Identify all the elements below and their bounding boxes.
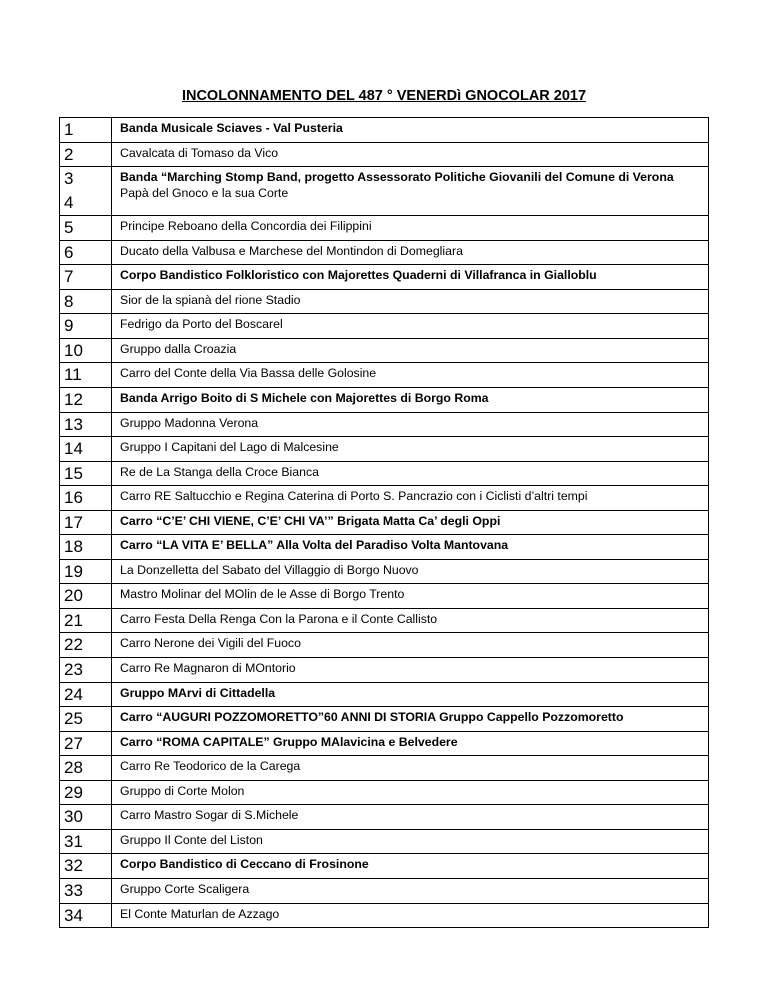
row-number-cell bbox=[60, 535, 112, 560]
table-row bbox=[60, 682, 709, 707]
table-row bbox=[60, 854, 709, 879]
row-number: 29 bbox=[64, 782, 83, 802]
entry-name: Carro “C’E’ CHI VIENE, C’E’ CHI VA’” Brigata Matta Ca’ degli Oppi bbox=[120, 513, 501, 528]
entry-name: Gruppo dalla Croazia bbox=[120, 341, 237, 356]
row-number: 30 bbox=[64, 807, 83, 827]
entry-name: Cavalcata di Tomaso da Vico bbox=[120, 145, 279, 160]
entry-name: Carro “AUGURI POZZOMORETTO”60 ANNI DI STORIA Gruppo Cappello Pozzomoretto bbox=[120, 710, 624, 725]
entry-name: Carro “ROMA CAPITALE” Gruppo MAlavicina e Belvedere bbox=[120, 734, 458, 749]
row-number: 33 bbox=[64, 880, 83, 900]
row-name-cell bbox=[112, 167, 709, 216]
row-name-cell bbox=[112, 412, 709, 437]
row-number-cell bbox=[60, 240, 112, 265]
table-row bbox=[60, 486, 709, 511]
row-number: 4 bbox=[64, 192, 74, 212]
entry-name: Corpo Bandistico di Ceccano di Frosinone bbox=[120, 857, 369, 872]
entry-name: Banda Arrigo Boito di S Michele con Majorettes di Borgo Roma bbox=[120, 391, 489, 406]
entry-name: El Conte Maturlan de Azzago bbox=[120, 906, 280, 921]
table-row bbox=[60, 412, 709, 437]
table-row bbox=[60, 559, 709, 584]
page-title: INCOLONNAMENTO DEL 487 ° VENERDì GNOCOLAR 2017 bbox=[181, 88, 587, 104]
table-row bbox=[60, 707, 709, 732]
row-number: 2 bbox=[64, 144, 74, 164]
table-row bbox=[60, 216, 709, 241]
row-number-cell bbox=[60, 314, 112, 339]
row-number-cell bbox=[60, 878, 112, 903]
entry-name: Sior de la spianà del rione Stadio bbox=[120, 292, 301, 307]
row-number: 32 bbox=[64, 856, 83, 876]
row-number-cell bbox=[60, 338, 112, 363]
row-number-cell bbox=[60, 461, 112, 486]
row-number: 24 bbox=[64, 684, 83, 704]
entry-name: Banda Musicale Sciaves - Val Pusteria bbox=[120, 121, 343, 135]
table-row bbox=[60, 658, 709, 683]
table-row bbox=[60, 903, 709, 928]
row-number: 34 bbox=[64, 905, 83, 925]
row-number: 27 bbox=[64, 733, 83, 753]
row-number-cell bbox=[60, 829, 112, 854]
row-number-cell bbox=[60, 608, 112, 633]
row-number-cell bbox=[60, 388, 112, 413]
row-name-cell bbox=[112, 510, 709, 535]
entry-name: Gruppo Madonna Verona bbox=[120, 415, 259, 430]
table-row bbox=[60, 437, 709, 462]
entry-name: Carro Nerone dei Vigili del Fuoco bbox=[120, 636, 301, 651]
row-number: 7 bbox=[64, 267, 74, 287]
table-row bbox=[60, 388, 709, 413]
table-row bbox=[60, 633, 709, 658]
table-row bbox=[60, 314, 709, 339]
row-number: 12 bbox=[64, 390, 83, 410]
row-number: 25 bbox=[64, 709, 83, 729]
lineup-table bbox=[59, 117, 709, 928]
entry-name: Gruppo Corte Scaligera bbox=[120, 881, 250, 896]
row-name-cell bbox=[112, 535, 709, 560]
row-number-cell bbox=[60, 780, 112, 805]
table-row bbox=[60, 731, 709, 756]
entry-name: Fedrigo da Porto del Boscarel bbox=[120, 317, 283, 332]
entry-name: Gruppo Il Conte del Liston bbox=[120, 832, 263, 847]
row-name-cell bbox=[112, 314, 709, 339]
row-number-cell bbox=[60, 633, 112, 658]
row-number-cell bbox=[60, 584, 112, 609]
table-row bbox=[60, 265, 709, 290]
row-name-cell bbox=[112, 118, 709, 143]
row-number-cell bbox=[60, 167, 112, 216]
row-number-cell bbox=[60, 559, 112, 584]
row-number-cell bbox=[60, 854, 112, 879]
row-name-cell bbox=[112, 682, 709, 707]
row-number-cell bbox=[60, 142, 112, 167]
row-name-cell bbox=[112, 216, 709, 241]
entry-name: Gruppo MArvi di Cittadella bbox=[120, 685, 276, 700]
row-number: 10 bbox=[64, 340, 83, 360]
row-number-cell bbox=[60, 289, 112, 314]
row-name-cell bbox=[112, 265, 709, 290]
row-number: 11 bbox=[64, 365, 82, 385]
row-name-cell bbox=[112, 338, 709, 363]
row-number-cell bbox=[60, 412, 112, 437]
entry-name: Re de La Stanga della Croce Bianca bbox=[120, 464, 319, 479]
row-name-cell bbox=[112, 756, 709, 781]
entry-name: Banda “Marching Stomp Band, progetto Assessorato Politiche Giovanili del Comune di Verona bbox=[120, 170, 674, 185]
row-number-cell bbox=[60, 486, 112, 511]
row-name-cell bbox=[112, 878, 709, 903]
row-number: 9 bbox=[64, 316, 74, 336]
row-number: 28 bbox=[64, 758, 83, 778]
table-row bbox=[60, 338, 709, 363]
row-number: 21 bbox=[64, 610, 83, 630]
entry-name: Carro Mastro Sogar di S.Michele bbox=[120, 808, 299, 823]
entry-name: Carro del Conte della Via Bassa delle Golosine bbox=[120, 366, 377, 381]
entry-name: Corpo Bandistico Folkloristico con Majorettes Quaderni di Villafranca in Gialloblu bbox=[120, 268, 597, 283]
entry-name: Carro “LA VITA E’ BELLA” Alla Volta del Paradiso Volta Mantovana bbox=[120, 538, 509, 553]
row-number-cell bbox=[60, 707, 112, 732]
row-name-cell bbox=[112, 731, 709, 756]
row-number-cell bbox=[60, 216, 112, 241]
entry-name: Mastro Molinar del MOlin de le Asse di Borgo Trento bbox=[120, 587, 405, 602]
entry-name: Carro Re Magnaron di MOntorio bbox=[120, 661, 296, 676]
row-number: 5 bbox=[64, 218, 74, 238]
row-number-cell bbox=[60, 363, 112, 388]
table-row bbox=[60, 756, 709, 781]
row-name-cell bbox=[112, 608, 709, 633]
row-number: 6 bbox=[64, 242, 74, 262]
entry-name: Ducato della Valbusa e Marchese del Montindon di Domegliara bbox=[120, 243, 463, 258]
row-name-cell bbox=[112, 240, 709, 265]
row-name-cell bbox=[112, 829, 709, 854]
row-name-cell bbox=[112, 437, 709, 462]
row-name-cell bbox=[112, 903, 709, 928]
row-name-cell bbox=[112, 388, 709, 413]
row-name-cell bbox=[112, 461, 709, 486]
row-number: 22 bbox=[64, 635, 83, 655]
row-number: 31 bbox=[64, 831, 83, 851]
row-name-cell bbox=[112, 780, 709, 805]
row-number-cell bbox=[60, 731, 112, 756]
row-number-cell bbox=[60, 682, 112, 707]
row-name-cell bbox=[112, 633, 709, 658]
row-number-cell bbox=[60, 510, 112, 535]
row-name-cell bbox=[112, 658, 709, 683]
row-name-cell bbox=[112, 584, 709, 609]
table-row bbox=[60, 608, 709, 633]
row-number-cell bbox=[60, 805, 112, 830]
row-number-cell bbox=[60, 118, 112, 143]
table-row bbox=[60, 878, 709, 903]
entry-name: Carro RE Saltucchio e Regina Caterina di Porto S. Pancrazio con i Ciclisti d’altri tempi bbox=[120, 489, 588, 504]
table-row bbox=[60, 780, 709, 805]
row-name-cell bbox=[112, 142, 709, 167]
entry-name: Carro Re Teodorico de la Carega bbox=[120, 759, 301, 774]
entry-name: Carro Festa Della Renga Con la Parona e il Conte Callisto bbox=[120, 611, 438, 626]
row-number: 1 bbox=[64, 120, 74, 139]
row-number: 19 bbox=[64, 561, 83, 581]
row-number: 14 bbox=[64, 439, 83, 459]
row-number: 15 bbox=[64, 463, 83, 483]
table-row bbox=[60, 461, 709, 486]
row-number-cell bbox=[60, 437, 112, 462]
row-number-cell bbox=[60, 658, 112, 683]
entry-name: Gruppo di Corte Molon bbox=[120, 783, 245, 798]
table-row bbox=[60, 805, 709, 830]
table-row bbox=[60, 535, 709, 560]
row-name-cell bbox=[112, 363, 709, 388]
table-row bbox=[60, 289, 709, 314]
row-number: 20 bbox=[64, 586, 83, 606]
row-number-cell bbox=[60, 756, 112, 781]
row-name-cell bbox=[112, 805, 709, 830]
row-number: 17 bbox=[64, 512, 83, 532]
row-name-cell bbox=[112, 289, 709, 314]
table-row bbox=[60, 363, 709, 388]
entry-name: Gruppo I Capitani del Lago di Malcesine bbox=[120, 440, 339, 455]
table-row bbox=[60, 584, 709, 609]
row-number-cell bbox=[60, 265, 112, 290]
table-row bbox=[60, 118, 709, 143]
row-number: 13 bbox=[64, 414, 83, 434]
table-row bbox=[60, 167, 709, 216]
entry-name: Papà del Gnoco e la sua Corte bbox=[120, 185, 289, 200]
row-name-cell bbox=[112, 707, 709, 732]
row-number: 23 bbox=[64, 660, 83, 680]
table-row bbox=[60, 829, 709, 854]
entry-name: Principe Reboano della Concordia dei Filippini bbox=[120, 219, 372, 234]
row-number: 8 bbox=[64, 291, 74, 311]
row-name-cell bbox=[112, 559, 709, 584]
row-number-cell bbox=[60, 903, 112, 928]
row-name-cell bbox=[112, 486, 709, 511]
row-number: 3 bbox=[64, 169, 74, 189]
table-row bbox=[60, 142, 709, 167]
row-name-cell bbox=[112, 854, 709, 879]
table-row bbox=[60, 510, 709, 535]
row-number: 16 bbox=[64, 488, 83, 508]
entry-name: La Donzelletta del Sabato del Villaggio di Borgo Nuovo bbox=[120, 562, 419, 577]
row-number: 18 bbox=[64, 537, 83, 557]
lineup-table-body bbox=[60, 118, 709, 928]
table-row bbox=[60, 240, 709, 265]
